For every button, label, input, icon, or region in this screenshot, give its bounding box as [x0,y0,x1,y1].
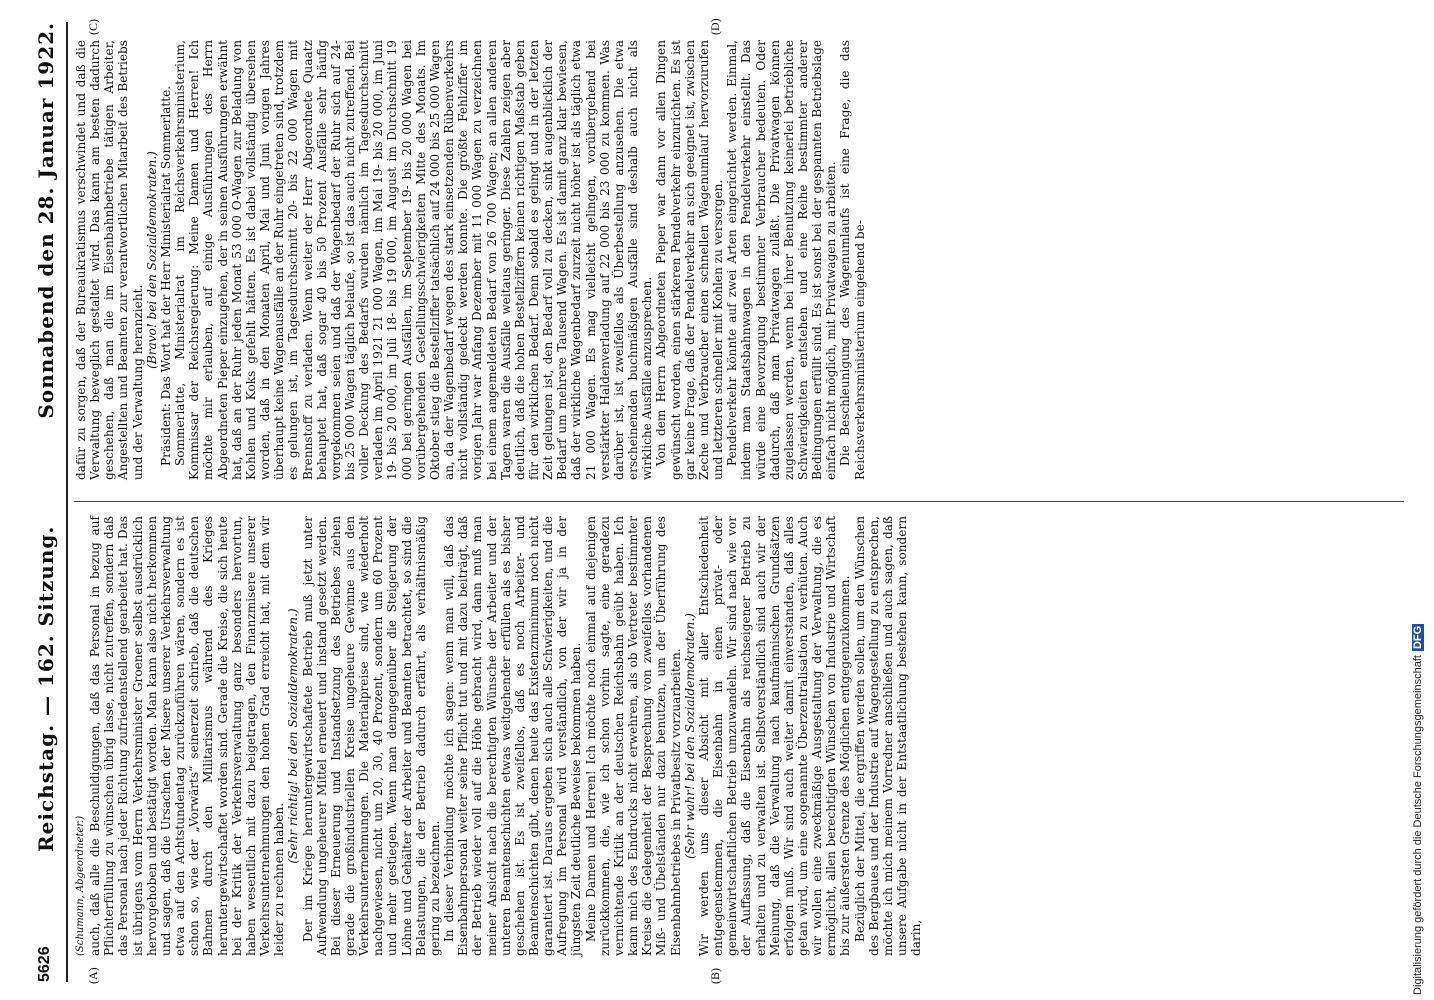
paragraph: Von dem Herrn Abgeordneten Pieper war dann vor allen Dingen gewünscht worden, einen stärkeren Pendelverkehr einzurichten. Es ist gar keine Frage, daß der Pendelverkehr an sich geeignet ist, zwischen Zeche und Verbraucher einen schnellen Wagenumlauf hervorzurufen und letzteren schneller mit Kohlen zu versorgen. [654,40,726,480]
margin-marker-a: (A) [86,967,100,984]
paragraph: Wir werden uns dieser Absicht mit aller Entschiedenheit entgegenstemmen, die Eisenbahn in einen privat- oder gemeinwirtschaftlichen Betrieb umzuwandeln. Wir sind nach wie vor der Auffassung, daß die Eisenbahn als reichseigener Betrieb zu erhalten und zu verwalten ist. Selbstverständlich sind auch wir der Meinung, daß die Verwaltung nach kaufmännischen Grundsätzen erfolgen muß. Wir sind auch weiter damit einverstanden, daß alles getan wird, um eine sogenannte Überzentralisation zu verhüten. Auch wir wollen eine zweckmäßige Ausgestaltung der Verwaltung, die es ermöglicht, allen berechtigten Wünschen von Industrie und Wirtschaft bis zur äußersten Grenze des Möglichen entgegenzukommen. [696,516,853,956]
interjection: (Sehr richtig! bei den Sozialdemokraten.) [286,608,301,864]
speaker-note: (Schumann, Abgeordneter.) [75,815,86,956]
paragraph: Sommerlatte, Ministerialrat im Reichsverkehrsministerium, Kommissar der Reichsregierung: Meine Damen und Herren! Ich möchte mir erlauben, auf einige Ausführungen des Herrn Abgeordneten Pieper einzugehen, der in seinen Ausführungen erwähnt hat, daß an der Ruhr jeden Monat 53 000 O-Wagen zur Beladung von Kohlen und Koks gefehlt hätten. Es ist dabei vollständig übersehen worden, daß in den Monaten April, Mai und Juni vorigen Jahres überhaupt keine Wagenausfälle an der Ruhr eingetreten sind, trotzdem es gelungen ist, im Tagesdurchschnitt 20- bis 22 000 Wagen mit Brennstoff zu verladen. Wenn weiter der Herr Abgeordnete Quaatz behauptet hat, daß sogar 40 bis 50 Prozent Ausfälle sehr häufig vorgekommen seien und daß der Wagenbedarf der Ruhr sich auf 24- bis 25 000 Wagen täglich belaufe, so ist das auch nicht zutreffend. Bei voller Deckung des Bedarfs wurden nämlich im Tagesdurchschnitt verladen im April 1921 21 000 Wagen, im Mai 19- bis 20 000, im Juni 19- bis 20 000, im Juli 18- bis 19 000, im August im Durchschnitt 19 000 bei geringen Ausfällen, im September 19- bis 20 000 Wagen bei vorübergehenden Gestellungsschwierigkeiten Mitte des Monats. Im Oktober stieg die Bestellziffer tatsächlich auf 24 000 bis 25 000 Wagen an, da der Wagenbedarf wegen des stark einsetzenden Rübenverkehrs nicht vollständig gedeckt werden konnte. Die größte Fehlziffer im vorigen Jahr war Anfang Dezember mit 11 000 Wagen zu verzeichnen bei einem angemeldeten Bedarf von 26 700 Wagen; an allen anderen Tagen waren die Ausfälle weitaus geringer. Diese Zahlen zeigen aber deutlich, daß die hohen Bestellziffern keinen richtigen Maßstab geben für den wirklichen Bedarf. Denn sobald es gelingt und in der letzten Zeit gelungen ist, den Bedarf voll zu decken, sinkt augenblicklich der Bedarf um mehrere Tausend Wagen. Es ist damit ganz klar bewiesen, daß der wirkliche Wagenbedarf zurzeit nicht höher ist als täglich etwa 21 000 Wagen. Es mag vielleicht gelingen, vorübergehend bei verstärkter Haldenverladung auf 22 000 bis 23 000 zu kommen. Was darüber ist, ist zweifellos als Überbestellung anzusehen. Die etwa erscheinenden buchmäßigen Ausfälle sind deshalb auch nicht als wirkliche Ausfälle anzusprechen. [173,40,655,480]
running-head: Reichstag. — 162. Sitzung. [34,525,58,852]
margin-marker-c: (C) [86,19,100,35]
left-column [74,516,923,956]
credit-text: Digitalisierung gefördert durch die Deutsche Forschungsgemeinschaft [1412,655,1424,995]
digitization-credit [1412,15,1424,995]
paragraph: Bezüglich der Mittel, die ergriffen werden sollen, um den Wünschen des Bergbaues und der Industrie auf Wagengestellung zu entsprechen, möchte ich mich meinem Vorredner anschließen und auch sagen, daß unsere Aufgabe nicht in der Entstaatlichung bestehen kann, sondern darin, [852,516,924,956]
paragraph: dafür zu sorgen, daß der Bureaukratismus verschwindet und daß die Verwaltung beweglich gestaltet wird. Das kann am besten dadurch geschehen, daß man die im Eisenbahnbetriebe tätigen Arbeiter, Angestellten und Beamten zur verantwortlichen Mitarbeit des Betriebs und der Verwaltung heranzieht. [74,40,145,480]
interjection: (Sehr wahr! bei den Sozialdemokraten.) [682,613,697,859]
page-header [32,22,68,982]
president-line: Präsident: Das Wort hat der Herr Ministerialrat Sommerlatte. [158,85,173,466]
paragraph: Der im Kriege heruntergewirtschaftete Betrieb muß jetzt unter Aufwendung ungeheurer Mittel erneuert und instand gesetzt werden. Bei dieser Erneuerung und Instandsetzung des Betriebes ziehen gerade die großindustriellen Kreise ungeheure Gewinne aus den Verkehrsunternehmungen. Die Materialpreise sind, wie wiederholt nachgewiesen, nicht um 20, 30, 40 Prozent, sondern um 60 Prozent und mehr gestiegen. Wenn man demgegenüber die Steigerung der Löhne und Gehälter der Arbeiter und Beamten betrachtet, so sind die Belastungen, die der Betrieb dadurch erfährt, als verhältnismäßig gering zu bezeichnen. [300,516,442,956]
paragraph: Die Beschleunigung des Wagenumlaufs ist eine Frage, die das Reichsverkehrsministerium eingehend be- [838,40,867,480]
paragraph: auch, daß alle die Beschuldigungen, daß das Personal in bezug auf Pflichterfüllung zu wünschen übrig lasse, nicht zutreffen, sondern daß das Personal nach jeder Richtung zufriedenstellend gearbeitet hat. Das ist übrigens vom Herrn Verkehrsminister Groener selbst ausdrücklich hervorgehoben und bestätigt worden. Man kann also nicht herkommen und sagen, daß die Ursachen der Misere unserer Verkehrsverwaltung etwa auf den Achtstundentag zurückzuführen wären, sondern es ist schon so, wie der „Vorwärts“ seinerzeit schrieb, daß die deutschen Bahnen durch den Militarismus während des Krieges heruntergewirtschaftet worden sind. Gerade die Kreise, die sich heute bei der Kritik der Verkehrsverwaltung ganz besonders hervortun, haben wesentlich mit dazu beigetragen, den Finanzmisere unserer Verkehrsunternehmungen den hohen Grad erreicht hat, mit dem wir leider zu rechnen haben. [88,516,287,956]
rotated-print-area [26,14,1416,990]
column-divider [74,501,1404,502]
right-column [74,40,867,480]
paragraph: Meine Damen und Herren! Ich möchte noch einmal auf diejenigen zurückkommen, die, wie ich schon vorhin sagte, eine geradezu vernichtende Kritik an der deutschen Reichsbahn geübt haben. Ich kann mich des Eindrucks nicht erwehren, als ob Vertreter bestimmter Kreise die Gelegenheit der Besprechung von zweifellos vorhandenen Miß- und Übelständen nur dazu benutzen, um der Überführung des Eisenbahnbetriebes in Privatbesitz vorzuarbeiten. [583,516,683,956]
margin-marker-d: (D) [708,18,722,35]
session-date: Sonnabend den 28. Januar 1922. [34,22,58,419]
dfg-logo: DFG [1412,625,1424,650]
margin-marker-b: (B) [708,968,722,984]
interjection: (Bravo! bei den Sozialdemokraten.) [144,151,159,369]
page-number: 5626 [36,946,53,982]
paragraph: In dieser Verbindung möchte ich sagen: wenn man will, daß das Eisenbahnpersonal weiter seine Pflicht tut und mit dazu beiträgt, daß der Betrieb wieder voll auf die Höhe gebracht wird, dann muß man meiner Ansicht nach die berechtigten Wünsche der Arbeiter und der unteren Beamtenschichten etwas weitgehender erfüllen als es bisher geschehen ist. Es ist zweifellos, daß es noch Arbeiter- und Beamtenschichten gibt, denen heute das Existenzminimum noch nicht garantiert ist. Daraus ergeben sich auch alle Schwierigkeiten, und die Aufregung im Personal wird verständlich, von der wir ja in der jüngsten Zeit deutliche Beweise bekommen haben. [442,516,584,956]
paragraph: Pendelverkehr könnte auf zwei Arten eingerichtet werden. Einmal, indem man Staatsbahnwagen in den Pendelverkehr einstellt. Das würde eine Bevorzugung bestimmter Verbraucher bedeuten. Oder dadurch, daß man Privatwagen zuläßt. Die Privatwagen können zugelassen werden, wenn bei ihrer Benutzung keinerlei betriebliche Schwierigkeiten entstehen und eine Reihe bestimmter anderer Bedingungen erfüllt sind. Es ist sonst bei der gespannten Betriebslage einfach nicht möglich, mit Privatwagen zu arbeiten. [725,40,839,480]
